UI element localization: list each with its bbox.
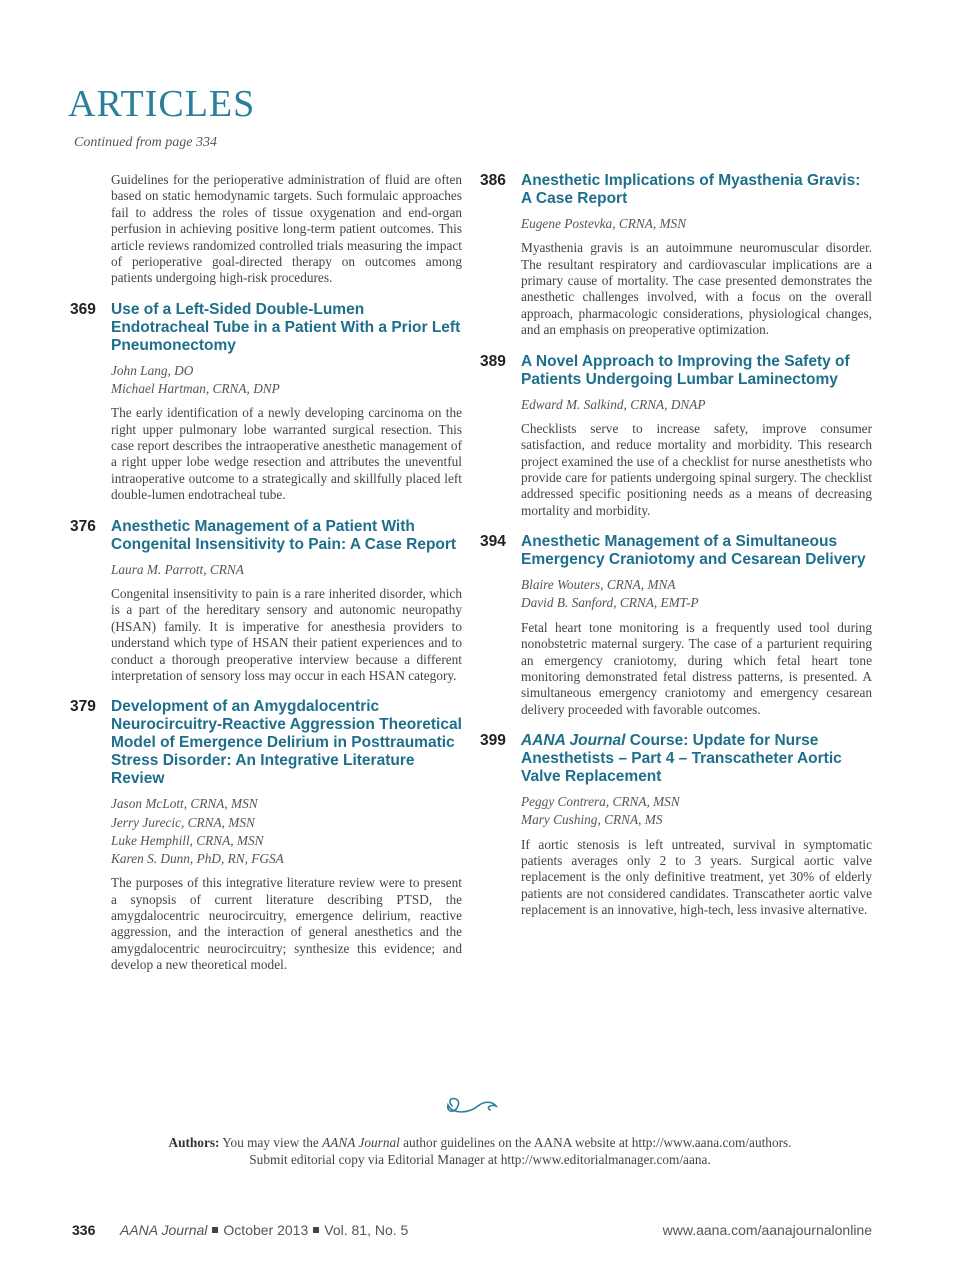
author: Karen S. Dunn, PhD, RN, FGSA	[111, 850, 284, 866]
author: Michael Hartman, CRNA, DNP	[111, 381, 280, 397]
article-386	[480, 172, 872, 339]
right-column	[480, 172, 872, 919]
article-title[interactable]: A Novel Approach to Improving the Safety of Patients Undergoing Lumbar Laminectomy	[521, 352, 850, 388]
article-page-number: 379	[70, 698, 96, 716]
author: Luke Hemphill, CRNA, MSN	[111, 832, 264, 848]
article-authors	[521, 396, 872, 414]
footnote-line2: Submit editorial copy via Editorial Manager at http://www.editorialmanager.com/aana.	[249, 1152, 711, 1167]
article-title[interactable]: Anesthetic Implications of Myasthenia Gravis: A Case Report	[521, 172, 861, 207]
article-369	[70, 301, 462, 504]
article-title[interactable]: Anesthetic Management of a Simultaneous Emergency Craniotomy and Cesarean Delivery	[521, 533, 866, 569]
footer-page-number: 336	[72, 1222, 96, 1238]
footer-journal-info	[120, 1222, 408, 1238]
article-abstract: Myasthenia gravis is an autoimmune neuromuscular disorder. The resultant respiratory and cardiovascular implications are a primary cause of mortality. The case presented demonstrates the anesthetic challenges involved, with a focus on the overall approach, pharmacologic considerations, physiological changes, and an emphasis on preoperative optimization.	[521, 240, 872, 338]
continued-note: Continued from page 334	[74, 135, 217, 150]
article-abstract: The purposes of this integrative literature review were to present a synopsis of current literature describing PTSD, the amygdalocentric neurocircuitry, emergence delirium, reactive aggression, and the interaction of general anesthetics and the amygdalocentric neurocircuitry; synthesize this evidence; and develop a new theoretical model.	[111, 875, 462, 973]
article-page-number: 376	[70, 517, 96, 535]
article-authors	[111, 362, 462, 398]
article-page-number: 386	[480, 172, 506, 189]
article-abstract: If aortic stenosis is left untreated, survival in symptomatic patients averages only 2 to 3 years. Surgical aortic valve replacement is the only definitive treatment, yet 30% of elderly patients are not considered candidates. Transcatheter aortic valve replacement is an innovative, high-tech, less invasive alternative.	[521, 836, 872, 918]
author: Jerry Jurecic, CRNA, MSN	[111, 814, 255, 830]
footer-journal: AANA Journal	[120, 1222, 208, 1238]
intro-abstract: Guidelines for the perioperative administration of fluid are often based on static hemodynamic targets. Such formulaic approaches fail to address the roles of tissue oxygenation and end-organ perfusion in achieving positive long-term patient outcomes. This article reviews randomized controlled trials measuring the impact of perioperative goal-directed therapy on outcomes among patients undergoing high-risk procedures.	[111, 172, 462, 286]
article-abstract: Congenital insensitivity to pain is a rare inherited disorder, which is a part of the hereditary sensory and autonomic neuropathy (HSAN) family. It is imperative for anesthesia providers to understand which type of HSAN their patient experiences and to conduct a thorough preoperative interview because a different interpretation of sensory loss may occur in each HSAN category.	[111, 585, 462, 683]
left-column	[70, 172, 462, 974]
author: Edward M. Salkind, CRNA, DNAP	[521, 396, 706, 412]
article-389	[480, 353, 872, 520]
footnote-label: Authors:	[168, 1135, 220, 1150]
article-title[interactable]: Anesthetic Management of a Patient With Congenital Insensitivity to Pain: A Case Report	[111, 517, 457, 553]
article-title[interactable]	[521, 732, 872, 786]
article-authors	[521, 576, 872, 612]
footnote-url-text: author guidelines on the AANA website at http://www.aana.com/authors.	[399, 1135, 792, 1150]
article-authors	[521, 793, 872, 829]
article-title[interactable]: Development of an Amygdalocentric Neurocircuitry-Reactive Aggression Theoretical Model of Emergence Delirium in Posttraumatic Stress Disorder: An Integrative Literature Review	[111, 698, 462, 788]
author: Jason McLott, CRNA, MSN	[111, 796, 258, 812]
article-page-number: 369	[70, 300, 96, 318]
article-379	[70, 698, 462, 973]
author: Mary Cushing, CRNA, MS	[521, 812, 663, 828]
author: Laura M. Parrott, CRNA	[111, 561, 244, 577]
footer-issue: October 2013	[223, 1222, 309, 1238]
footer-url[interactable]: www.aana.com/aanajournalonline	[662, 1222, 872, 1238]
article-authors	[111, 795, 462, 868]
article-399	[480, 732, 872, 918]
article-394	[480, 533, 872, 718]
footnote-journal: AANA Journal	[322, 1135, 400, 1150]
author-guidelines-note	[0, 1134, 960, 1168]
footer-volume: Vol. 81, No. 5	[324, 1222, 409, 1238]
article-authors	[111, 561, 462, 579]
section-title: ARTICLES	[68, 83, 256, 125]
author: Blaire Wouters, CRNA, MNA	[521, 577, 676, 593]
article-authors	[521, 215, 872, 233]
article-page-number: 389	[480, 352, 506, 370]
article-title-journal: AANA Journal	[521, 732, 626, 750]
article-376	[70, 518, 462, 685]
article-abstract: Fetal heart tone monitoring is a frequently used tool during nonobstetric maternal surgery. The case of a parturient requiring an emergency craniotomy, during which fetal heart tone monitoring demonstrated fetal distress patterns, is presented. A simultaneous emergency craniotomy and emergency cesarean delivery proceeded with favorable outcomes.	[521, 619, 872, 717]
author: John Lang, DO	[111, 362, 194, 378]
page-footer	[72, 1222, 872, 1242]
article-title[interactable]: Use of a Left-Sided Double-Lumen Endotracheal Tube in a Patient With a Prior Left Pneumonectomy	[111, 300, 461, 354]
separator-square-icon	[313, 1227, 319, 1233]
article-page-number: 394	[480, 533, 506, 551]
footnote-text: You may view the	[219, 1135, 323, 1150]
author: Eugene Postevka, CRNA, MSN	[521, 216, 687, 231]
author: Peggy Contrera, CRNA, MSN	[521, 794, 680, 810]
article-title-rest: Course: Update for Nurse Anesthetists – Part 4 – Transcatheter Aortic Valve Replacement	[521, 732, 842, 786]
author: David B. Sanford, CRNA, EMT-P	[521, 595, 699, 611]
flourish-ornament-icon	[440, 1092, 500, 1120]
article-abstract: The early identification of a newly developing carcinoma on the right upper pulmonary lobe warranted surgical resection. This case report describes the intraoperative anesthetic management of a right upper lobe wedge resection and attributes the uneventful intraoperative outcome to a strategically and skillfully placed left double-lumen endotracheal tube.	[111, 405, 462, 503]
article-abstract: Checklists serve to increase safety, improve consumer satisfaction, and reduce mortality and morbidity. This research project examined the use of a checklist for nurse anesthetists who provide care for patients undergoing spinal surgery. The checklist addressed specific positioning needs as a means of decreasing mortality and morbidity.	[521, 420, 872, 518]
separator-square-icon	[212, 1227, 218, 1233]
article-page-number: 399	[480, 732, 506, 750]
